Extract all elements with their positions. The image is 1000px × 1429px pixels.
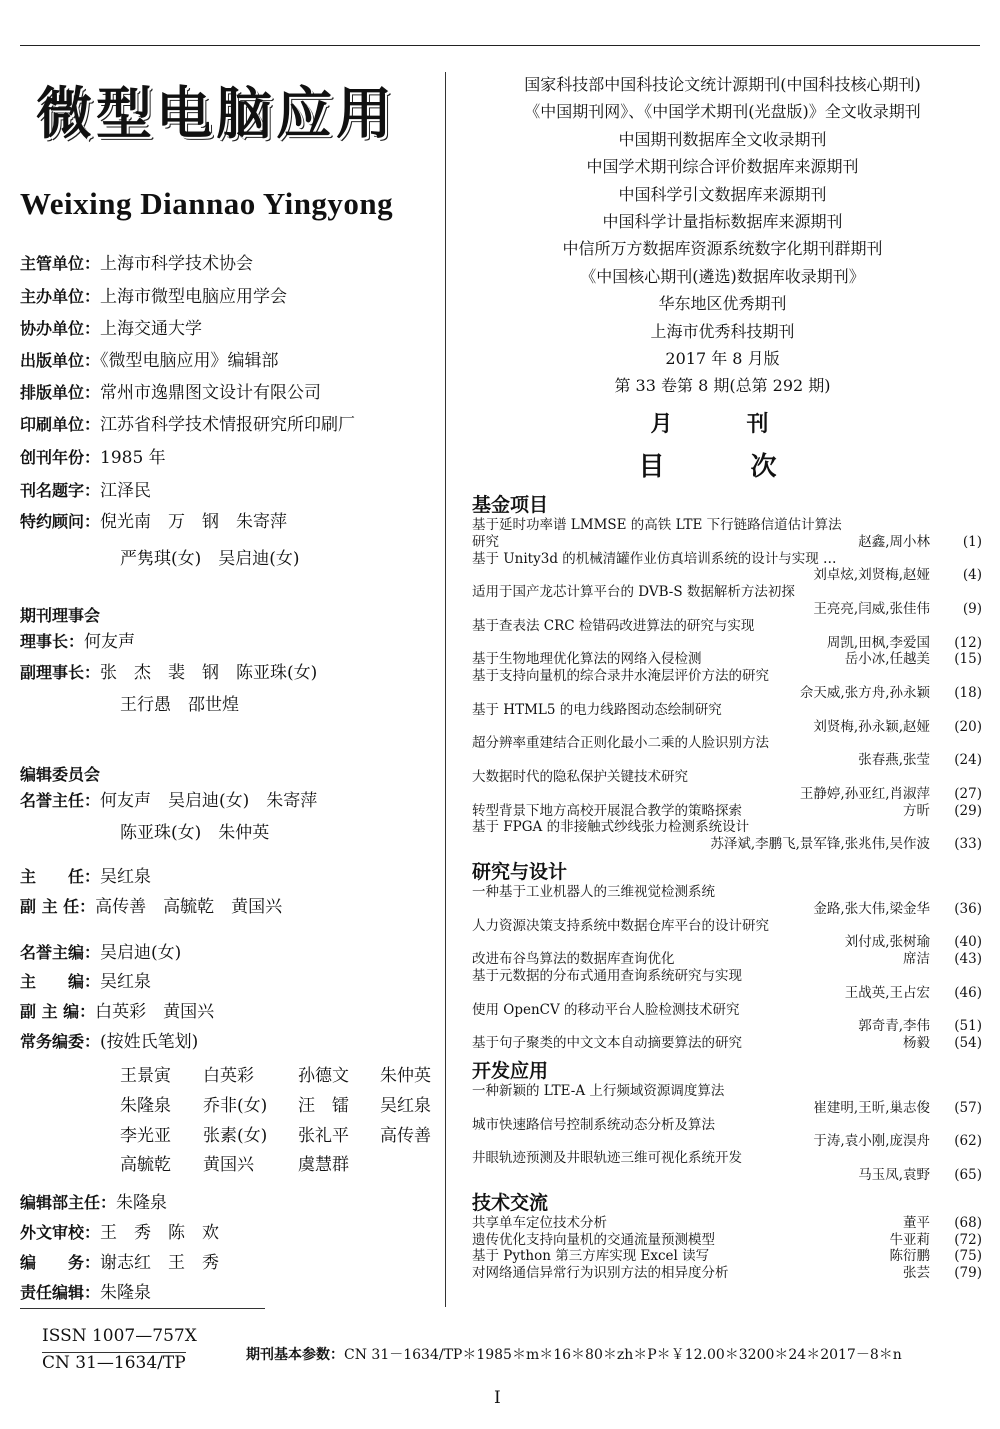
toc-entry-title: 适用于国产龙芯计算平台的 DVB-S 数据解析方法初探	[472, 584, 795, 601]
advisors-line2: 严隽琪(女) 吴启迪(女)	[120, 549, 300, 569]
meta-label: 排版单位：	[20, 383, 101, 402]
chief-editor: 主 编：吴红泉	[20, 972, 152, 992]
toc-entry-title: 一种基于工业机器人的三维视觉检测系统	[472, 884, 715, 900]
toc-entry-title: 基于延时功率谱 LMMSE 的高铁 LTE 下行链路信道估计算法	[472, 517, 842, 533]
standing-editor-name: 张礼平	[298, 1126, 349, 1146]
journal-parameters: 期刊基本参数：CN 31－1634/TP＊1985＊m＊16＊80＊zh＊P＊￥12.00＊3200＊24＊2017－8＊n	[246, 1347, 902, 1363]
meta-row	[20, 382, 321, 404]
toc-entry-authors: 杨毅	[903, 1035, 930, 1052]
toc-entry-page: (79)	[954, 1265, 982, 1282]
toc-entry-authors: 王亮亮,闫威,张佳伟	[813, 601, 930, 617]
toc-entry-title: 大数据时代的隐私保护关键技术研究	[472, 769, 688, 785]
toc-entry[interactable]	[472, 1002, 982, 1018]
office-label: 责任编辑：	[20, 1283, 101, 1302]
toc-entry-authors: 刘卓炫,刘贤梅,赵娅	[813, 567, 930, 584]
toc-entry-title: 共享单车定位技术分析	[472, 1214, 607, 1231]
toc-entry-page: (68)	[954, 1214, 982, 1231]
office-label: 外文审校：	[20, 1223, 101, 1242]
toc-entry-page: (72)	[954, 1231, 982, 1248]
indexing-line: 中国学术期刊综合评价数据库来源期刊	[586, 157, 859, 177]
meta-row	[20, 350, 279, 372]
meta-value: 江泽民	[100, 481, 152, 501]
toc-entry-page: (43)	[954, 951, 982, 968]
toc-entry-authors: 牛亚莉	[889, 1231, 930, 1248]
toc-entry[interactable]	[472, 1150, 982, 1166]
indexing-line: 华东地区优秀期刊	[658, 294, 787, 314]
top-rule	[20, 45, 980, 46]
indexing-line: 中国科学计量指标数据库来源期刊	[602, 212, 843, 231]
meta-row	[20, 511, 287, 533]
office-value: 朱隆泉	[100, 1283, 152, 1303]
indexing-line: 中国科学引文数据库来源期刊	[618, 184, 827, 204]
indexing-line: 中信所万方数据库资源系统数字化期刊群期刊	[562, 239, 883, 259]
journal-title-pinyin: Weixing Diannao Yingyong	[20, 186, 394, 221]
toc-entry-page: (12)	[954, 634, 982, 651]
toc-entry[interactable]	[472, 1117, 982, 1133]
toc-entry-page: (4)	[962, 567, 982, 584]
toc-entry[interactable]	[472, 702, 982, 718]
meta-label: 出版单位：	[20, 351, 101, 370]
meta-value: 常州市逸鼎图文设计有限公司	[100, 383, 322, 403]
office-row	[20, 1222, 219, 1244]
standing-editor-name: 李光亚	[120, 1126, 171, 1146]
standing-editor-name: 张素(女)	[203, 1126, 268, 1146]
meta-label: 印刷单位：	[20, 415, 101, 434]
toc-entry-title: 改进布谷鸟算法的数据库查询优化	[472, 951, 675, 968]
issn: ISSN 1007—757X	[42, 1326, 197, 1346]
toc-entry-authors: 周凯,田枫,李爱国	[826, 634, 930, 651]
toc-entry-authors: 方昕	[903, 802, 930, 819]
toc-entry-page: (9)	[962, 601, 982, 617]
toc-entry[interactable]	[472, 735, 982, 751]
toc-section-heading: 技术交流	[472, 1191, 549, 1214]
meta-row	[20, 447, 166, 469]
honor-director-line2: 陈亚珠(女) 朱仲英	[120, 823, 270, 843]
toc-entry[interactable]	[472, 517, 982, 533]
office-value: 朱隆泉	[116, 1193, 168, 1213]
toc-entry-authors: 于涛,袁小刚,庞淏舟	[813, 1133, 930, 1150]
toc-entry-page: (18)	[954, 685, 982, 701]
meta-value: 《微型电脑应用》编辑部	[100, 351, 279, 371]
toc-entry-title: 基于元数据的分布式通用查询系统研究与实现	[472, 968, 742, 984]
standing-editor-name: 孙德文	[298, 1066, 349, 1086]
meta-label: 主办单位：	[20, 287, 101, 306]
toc-entry[interactable]	[472, 651, 982, 667]
council-chair: 理事长：何友声	[20, 632, 136, 652]
meta-label: 主管单位：	[20, 254, 101, 273]
office-value: 王 秀 陈 欢	[100, 1223, 220, 1243]
toc-entry-page: (40)	[954, 934, 982, 951]
indexing-line: 第 33 卷第 8 期(总第 292 期)	[614, 376, 831, 396]
toc-entry-title: 井眼轨迹预测及井眼轨迹三维可视化系统开发	[472, 1150, 742, 1167]
toc-entry-page: (75)	[954, 1248, 982, 1265]
toc-entry-page: (46)	[954, 984, 982, 1001]
meta-label: 特约顾问：	[20, 512, 101, 531]
vice-editor: 副 主 编：白英彩 黄国兴	[20, 1002, 215, 1022]
toc-entry-title: 基于查表法 CRC 检错码改进算法的研究与实现	[472, 617, 755, 634]
page-folio: Ⅰ	[494, 1388, 501, 1408]
toc-entry[interactable]	[472, 618, 982, 634]
toc-entry-authors: 苏泽斌,李鹏飞,景军锋,张兆伟,吴作波	[710, 836, 930, 853]
toc-entry-page: (62)	[954, 1133, 982, 1150]
toc-entry[interactable]	[472, 769, 982, 785]
standing-editor-name: 白英彩	[203, 1066, 254, 1086]
toc-entry-title: 人力资源决策支持系统中数据仓库平台的设计研究	[472, 917, 769, 934]
toc-entry-title: 对网络通信异常行为识别方法的相异度分析	[472, 1265, 729, 1282]
toc-entry-page: (51)	[954, 1018, 982, 1035]
toc-entry-page: (33)	[954, 836, 982, 853]
office-row	[20, 1192, 167, 1214]
honor-director: 名誉主任：何友声 吴启迪(女) 朱寄萍	[20, 791, 318, 811]
meta-value: 上海市微型电脑应用学会	[100, 287, 288, 307]
toc-entry[interactable]	[472, 1265, 982, 1281]
indexing-line: 国家科技部中国科技论文统计源期刊(中国科技核心期刊)	[524, 75, 921, 94]
toc-entry-authors: 刘付成,张树瑜	[844, 934, 930, 951]
toc-entry-title: 基于 HTML5 的电力线路图动态绘制研究	[472, 701, 722, 718]
meta-label: 刊名题字：	[20, 481, 101, 500]
monthly-label: 月 刊	[650, 411, 795, 437]
office-value: 谢志红 王 秀	[100, 1253, 220, 1273]
toc-entry-page: (29)	[954, 802, 982, 819]
toc-entry-authors: 赵鑫,周小林	[858, 533, 930, 550]
meta-value: 1985 年	[100, 448, 166, 468]
toc-entry-page: (27)	[954, 785, 982, 802]
toc-entry-authors: 王战英,王占宏	[844, 984, 930, 1001]
left-footer-rule	[20, 1308, 265, 1309]
standing-editor-name: 朱隆泉	[120, 1096, 171, 1116]
standing-editor-name: 朱仲英	[380, 1066, 431, 1086]
toc-entry[interactable]	[472, 584, 982, 600]
standing-editor-name: 高毓乾	[120, 1155, 171, 1175]
standing-editor-name: 吴红泉	[380, 1096, 431, 1116]
toc-entry-authors: 张芸	[903, 1265, 930, 1282]
meta-label: 创刊年份：	[20, 448, 101, 467]
toc-entry-authors: 王静婷,孙亚红,肖淑萍	[799, 785, 930, 802]
office-row	[20, 1282, 151, 1304]
toc-entry-authors: 金路,张大伟,梁金华	[813, 900, 930, 917]
standing-editor-name: 乔非(女)	[203, 1096, 268, 1116]
meta-value: 倪光南 万 钢 朱寄萍	[100, 512, 288, 532]
toc-entry-continued	[472, 534, 982, 550]
director: 主 任：吴红泉	[20, 867, 152, 887]
toc-entry-authors: 马玉凤,袁野	[858, 1167, 930, 1183]
toc-entry-title: 转型背景下地方高校开展混合教学的策略探索	[472, 802, 742, 819]
standing-editor-name: 虞慧群	[298, 1155, 349, 1175]
standing-editor-name: 高传善	[380, 1126, 431, 1146]
toc-entry-page: (20)	[954, 718, 982, 735]
editorial-heading: 编辑委员会	[20, 765, 101, 784]
council-vice-line2: 王行愚 邵世煌	[120, 695, 239, 715]
toc-entry-authors: 董平	[903, 1214, 930, 1231]
toc-entry-page: (1)	[962, 533, 982, 550]
standing-editor-name: 王景寅	[120, 1066, 171, 1086]
indexing-line: 上海市优秀科技期刊	[650, 321, 795, 341]
indexing-line: 《中国期刊网》、《中国学术期刊(光盘版)》全文收录期刊	[524, 102, 921, 122]
toc-entry-title: 超分辨率重建结合正则化最小二乘的人脸识别方法	[472, 735, 769, 752]
toc-entry-title: 一种新颖的 LTE-A 上行频域资源调度算法	[472, 1083, 725, 1099]
toc-entry[interactable]	[472, 884, 982, 900]
toc-entry-authors: 张春燕,张莹	[858, 752, 930, 769]
toc-entry[interactable]	[472, 1083, 982, 1099]
toc-entry-title-cont: 研究	[472, 533, 499, 550]
contents-heading: 目 次	[638, 452, 807, 482]
toc-entry-title: 基于支持向量机的综合录井水淹层评价方法的研究	[472, 668, 769, 685]
meta-row	[20, 480, 151, 502]
indexing-line: 《中国核心期刊(遴选)数据库收录期刊》	[580, 266, 865, 286]
toc-entry[interactable]	[472, 1215, 982, 1231]
toc-section-heading: 基金项目	[472, 494, 549, 516]
toc-entry[interactable]	[472, 1035, 982, 1051]
toc-entry[interactable]	[472, 918, 982, 934]
toc-entry-page: (24)	[954, 752, 982, 769]
cn-number: CN 31—1634/TP	[42, 1353, 186, 1373]
toc-entry[interactable]	[472, 1248, 982, 1264]
toc-entry-authors: 刘贤梅,孙永颖,赵娅	[813, 718, 930, 735]
office-row	[20, 1252, 219, 1274]
toc-entry-authors: 岳小冰,任越美	[844, 651, 930, 668]
meta-value: 上海市科学技术协会	[100, 254, 254, 274]
toc-section-heading: 研究与设计	[472, 861, 568, 883]
toc-entry[interactable]	[472, 968, 982, 984]
toc-entry-authors: 佘天威,张方舟,孙永颖	[799, 685, 930, 701]
meta-row	[20, 318, 202, 340]
meta-value: 江苏省科学技术情报研究所印刷厂	[100, 415, 356, 435]
vice-director: 副 主 任：高传善 高毓乾 黄国兴	[20, 897, 283, 917]
toc-entry[interactable]	[472, 668, 982, 684]
toc-entry[interactable]	[472, 1232, 982, 1248]
toc-entry-title: 城市快速路信号控制系统动态分析及算法	[472, 1116, 715, 1133]
office-label: 编辑部主任：	[20, 1193, 117, 1212]
standing-editor-name: 汪 镭	[298, 1096, 349, 1116]
toc-entry[interactable]	[472, 819, 982, 835]
meta-row	[20, 286, 287, 308]
toc-entry-title: 基于 FPGA 的非接触式纱线张力检测系统设计	[472, 819, 750, 836]
toc-entry-page: (57)	[954, 1099, 982, 1116]
toc-entry[interactable]	[472, 551, 982, 567]
toc-entry-title: 基于生物地理优化算法的网络入侵检测	[472, 651, 702, 668]
standing-editors: 常务编委：(按姓氏笔划)	[20, 1032, 199, 1052]
toc-entry-page: (54)	[954, 1035, 982, 1052]
indexing-line: 中国期刊数据库全文收录期刊	[618, 129, 827, 149]
toc-entry-title: 基于句子聚类的中文文本自动摘要算法的研究	[472, 1035, 742, 1052]
toc-entry-page: (15)	[954, 651, 982, 668]
meta-label: 协办单位：	[20, 319, 101, 338]
toc-entry-authors: 陈衍鹏	[889, 1248, 930, 1265]
toc-entry-title: 基于 Python 第三方库实现 Excel 读写	[472, 1248, 710, 1265]
honor-editor: 名誉主编：吴启迪(女)	[20, 943, 182, 963]
meta-row	[20, 253, 253, 275]
meta-value: 上海交通大学	[100, 319, 203, 339]
toc-entry[interactable]	[472, 803, 982, 819]
council-heading: 期刊理事会	[20, 606, 101, 625]
toc-section-heading: 开发应用	[472, 1060, 549, 1082]
council-vice: 副理事长：张 杰 裴 钢 陈亚珠(女)	[20, 663, 318, 683]
toc-entry-title: 使用 OpenCV 的移动平台人脸检测技术研究	[472, 1001, 740, 1018]
toc-entry-page: (65)	[954, 1167, 982, 1183]
toc-entry-authors: 郭奇青,李伟	[858, 1018, 930, 1035]
indexing-line: 2017 年 8 月版	[665, 349, 780, 368]
toc-entry-page: (36)	[954, 900, 982, 917]
standing-editor-name: 黄国兴	[203, 1155, 254, 1175]
toc-entry-authors: 崔建明,王昕,巢志俊	[813, 1099, 930, 1116]
toc-entry-authors: 席洁	[903, 951, 930, 968]
meta-row	[20, 414, 355, 436]
toc-entry-title: 基于 Unity3d 的机械清罐作业仿真培训系统的设计与实现 …	[472, 550, 837, 567]
toc-entry-title: 遗传优化支持向量机的交通流量预测模型	[472, 1231, 715, 1248]
office-label: 编 务：	[20, 1253, 101, 1272]
journal-title-chinese: 微型电脑应用	[36, 81, 396, 147]
toc-entry[interactable]	[472, 951, 982, 967]
